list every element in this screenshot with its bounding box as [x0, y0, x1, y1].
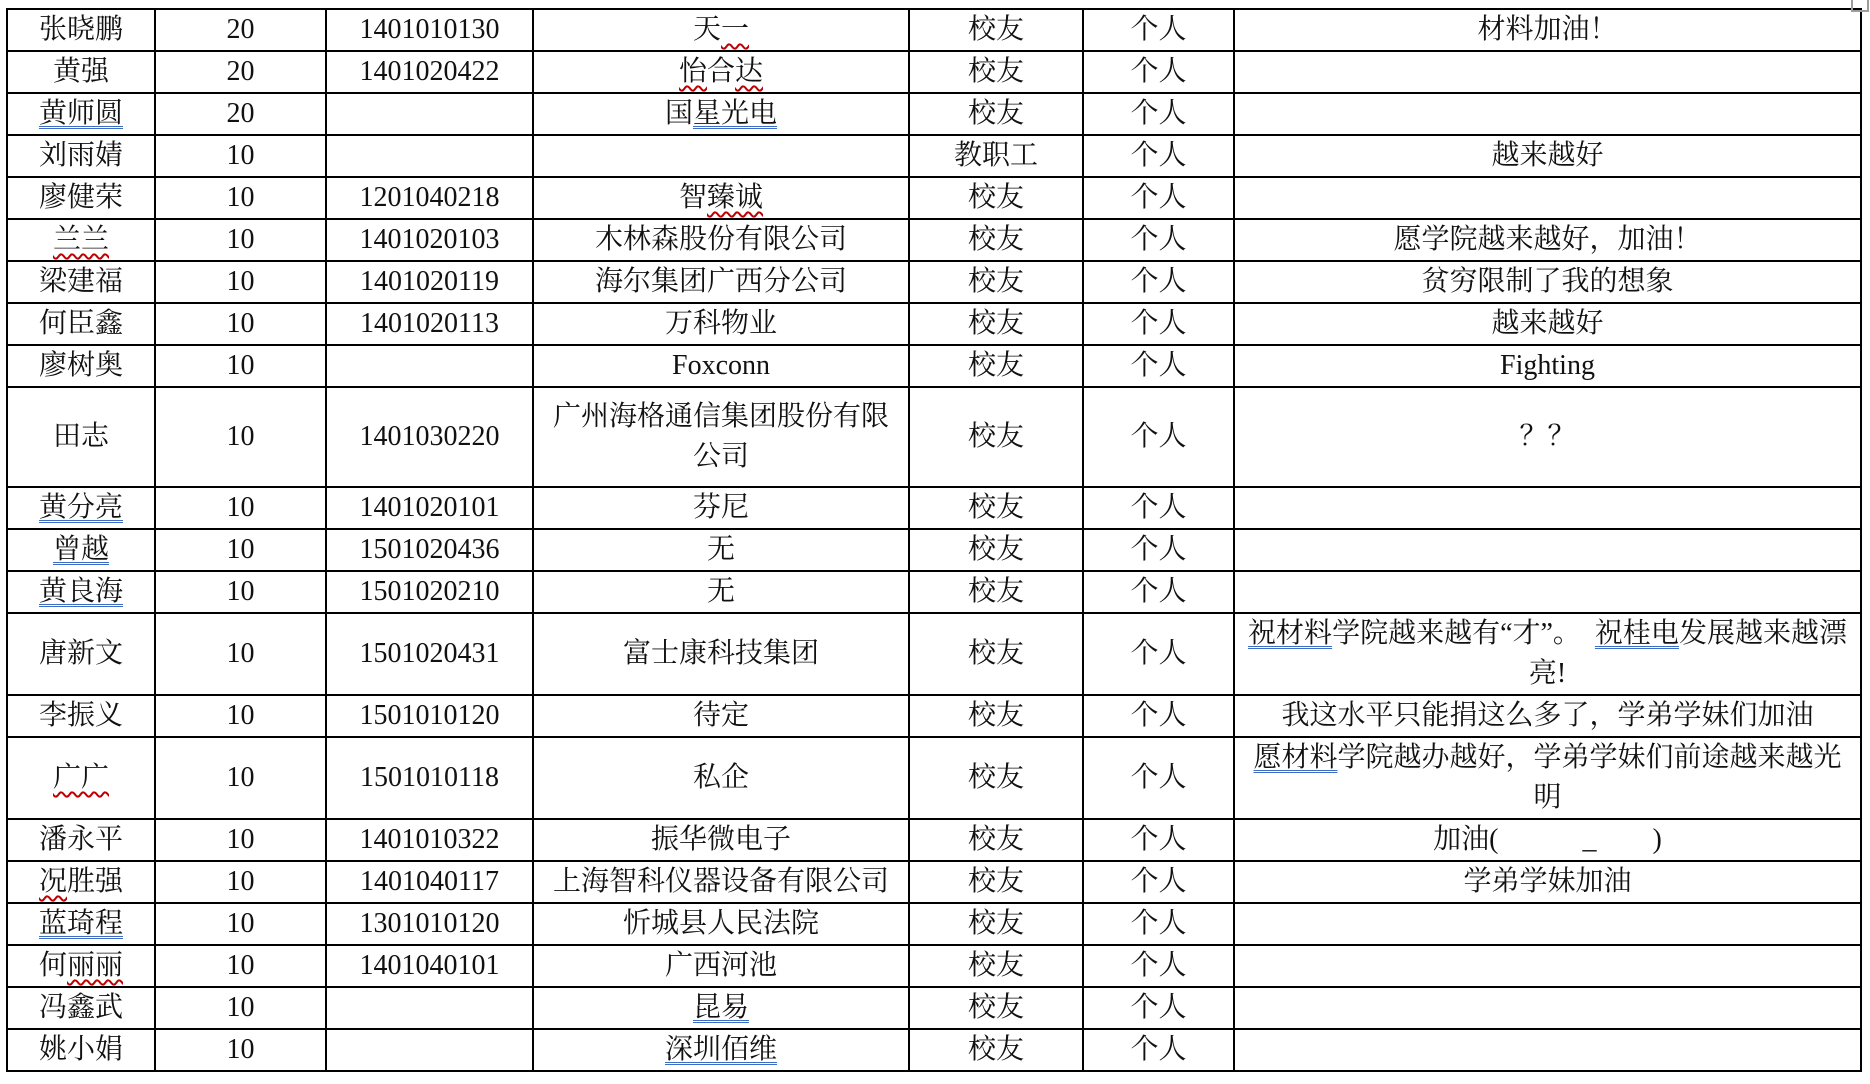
cell-donation_type: 个人: [1083, 861, 1234, 903]
cell-name: 潘永平: [7, 819, 155, 861]
cell-student_id: 1501020436: [326, 529, 533, 571]
cell-student_id: 1401010322: [326, 819, 533, 861]
cell-amount: 10: [155, 345, 326, 387]
cell-message: [1234, 945, 1861, 987]
cell-donation_type: 个人: [1083, 737, 1234, 819]
cell-amount: 10: [155, 261, 326, 303]
cell-student_id: 1401010130: [326, 9, 533, 51]
cell-student_id: 1501020431: [326, 613, 533, 695]
cell-employer: 天一: [533, 9, 909, 51]
cell-message: 愿材料学院越办越好，学弟学妹们前途越来越光明: [1234, 737, 1861, 819]
cell-amount: 10: [155, 737, 326, 819]
table-row: [7, 387, 1861, 487]
cell-name: 姚小娟: [7, 1029, 155, 1071]
cell-employer: 芬尼: [533, 487, 909, 529]
grammar-underline-text: 星光电: [693, 98, 778, 129]
cell-employer: 智臻诚: [533, 177, 909, 219]
cell-identity: 校友: [909, 903, 1083, 945]
cell-student_id: 1501010118: [326, 737, 533, 819]
cell-name: 况胜强: [7, 861, 155, 903]
cell-student_id: 1401030220: [326, 387, 533, 487]
cell-student_id: 1401040101: [326, 945, 533, 987]
table-row: [7, 819, 1861, 861]
cell-message: [1234, 529, 1861, 571]
grammar-underline-text: 黄师圆: [38, 98, 123, 129]
grammar-underline-text: 蓝琦程: [38, 908, 123, 939]
cell-name: 何臣鑫: [7, 303, 155, 345]
cell-employer: 海尔集团广西分公司: [533, 261, 909, 303]
table-row: [7, 177, 1861, 219]
cell-student_id: 1201040218: [326, 177, 533, 219]
grammar-underline-text: 祝材料: [1248, 618, 1333, 649]
cell-employer: 木林森股份有限公司: [533, 219, 909, 261]
cell-amount: 10: [155, 613, 326, 695]
cell-name: [7, 219, 155, 261]
cell-donation_type: 个人: [1083, 1029, 1234, 1071]
table-row: [7, 9, 1861, 51]
cell-employer: 广州海格通信集团股份有限公司: [533, 387, 909, 487]
grammar-underline-text: 黄良海: [38, 576, 123, 607]
table-row: [7, 613, 1861, 695]
cell-message: 我这水平只能捐这么多了，学弟学妹们加油: [1234, 695, 1861, 737]
cell-identity: 校友: [909, 177, 1083, 219]
table-row: [7, 135, 1861, 177]
cell-donation_type: 个人: [1083, 345, 1234, 387]
spellcheck-squiggle-text: 怡: [678, 56, 707, 87]
table-row: [7, 303, 1861, 345]
table-row: [7, 1029, 1861, 1071]
cell-message: [1234, 903, 1861, 945]
cell-student_id: [326, 987, 533, 1029]
table-row: [7, 529, 1861, 571]
cell-donation_type: 个人: [1083, 487, 1234, 529]
cell-amount: 10: [155, 945, 326, 987]
cell-identity: 校友: [909, 737, 1083, 819]
cell-donation_type: 个人: [1083, 571, 1234, 613]
cell-donation_type: 个人: [1083, 135, 1234, 177]
cell-identity: 校友: [909, 571, 1083, 613]
cell-identity: 校友: [909, 987, 1083, 1029]
grammar-underline-text: 祝桂电: [1594, 618, 1679, 649]
cell-donation_type: 个人: [1083, 529, 1234, 571]
cell-amount: 20: [155, 51, 326, 93]
grammar-underline-text: 深圳佰维: [664, 1034, 777, 1065]
cell-employer: 私企: [533, 737, 909, 819]
cell-name: 张晓鹏: [7, 9, 155, 51]
cell-employer: [533, 135, 909, 177]
cell-name: [7, 903, 155, 945]
cell-amount: 10: [155, 303, 326, 345]
cell-identity: 校友: [909, 387, 1083, 487]
cell-message: [1234, 987, 1861, 1029]
cell-student_id: 1401020101: [326, 487, 533, 529]
cell-amount: 10: [155, 387, 326, 487]
cell-identity: 校友: [909, 945, 1083, 987]
cell-name: [7, 93, 155, 135]
cell-donation_type: 个人: [1083, 261, 1234, 303]
table-row: [7, 861, 1861, 903]
cell-student_id: 1401040117: [326, 861, 533, 903]
cell-name: [7, 571, 155, 613]
cell-name: [7, 737, 155, 819]
cell-message: 材料加油！: [1234, 9, 1861, 51]
cell-student_id: [326, 1029, 533, 1071]
cell-student_id: 1401020103: [326, 219, 533, 261]
spellcheck-squiggle-text: 一: [721, 14, 750, 45]
cell-message: 愿学院越来越好，加油！: [1234, 219, 1861, 261]
cell-identity: 校友: [909, 1029, 1083, 1071]
cell-message: [1234, 93, 1861, 135]
cell-identity: 校友: [909, 487, 1083, 529]
table-resize-handle-icon[interactable]: [1851, 0, 1869, 12]
cell-student_id: 1401020119: [326, 261, 533, 303]
cell-message: 越来越好: [1234, 303, 1861, 345]
cell-amount: 10: [155, 861, 326, 903]
cell-identity: 校友: [909, 9, 1083, 51]
cell-donation_type: 个人: [1083, 177, 1234, 219]
cell-name: [7, 529, 155, 571]
cell-amount: 10: [155, 819, 326, 861]
cell-donation_type: 个人: [1083, 613, 1234, 695]
cell-message: [1234, 177, 1861, 219]
cell-employer: 富士康科技集团: [533, 613, 909, 695]
cell-donation_type: 个人: [1083, 51, 1234, 93]
cell-amount: 10: [155, 1029, 326, 1071]
spellcheck-squiggle-text: 达: [735, 56, 764, 87]
spellcheck-squiggle-text: 臻诚: [707, 182, 764, 213]
cell-message: [1234, 1029, 1861, 1071]
cell-employer: 上海智科仪器设备有限公司: [533, 861, 909, 903]
cell-amount: 10: [155, 487, 326, 529]
cell-name: 梁建福: [7, 261, 155, 303]
table-row: [7, 945, 1861, 987]
cell-student_id: [326, 135, 533, 177]
cell-name: 刘雨婧: [7, 135, 155, 177]
table-row: [7, 987, 1861, 1029]
cell-name: 田志: [7, 387, 155, 487]
table-row: [7, 487, 1861, 529]
spellcheck-squiggle-text: 广广: [52, 762, 109, 793]
cell-donation_type: 个人: [1083, 219, 1234, 261]
cell-employer: 待定: [533, 695, 909, 737]
cell-amount: 10: [155, 177, 326, 219]
cell-amount: 10: [155, 987, 326, 1029]
donation-table: [6, 8, 1862, 1072]
grammar-underline-text: 曾越: [52, 534, 109, 565]
cell-student_id: 1501010120: [326, 695, 533, 737]
cell-amount: 20: [155, 9, 326, 51]
table-row: [7, 93, 1861, 135]
cell-identity: 校友: [909, 219, 1083, 261]
cell-message: 贫穷限制了我的想象: [1234, 261, 1861, 303]
cell-student_id: 1401020422: [326, 51, 533, 93]
cell-donation_type: 个人: [1083, 303, 1234, 345]
cell-employer: 无: [533, 529, 909, 571]
cell-identity: 校友: [909, 861, 1083, 903]
cell-message: 越来越好: [1234, 135, 1861, 177]
cell-donation_type: 个人: [1083, 9, 1234, 51]
cell-name: 廖健荣: [7, 177, 155, 219]
cell-identity: 教职工: [909, 135, 1083, 177]
table-row: [7, 737, 1861, 819]
table-row: [7, 903, 1861, 945]
table-row: [7, 261, 1861, 303]
cell-identity: 校友: [909, 303, 1083, 345]
cell-student_id: 1501020210: [326, 571, 533, 613]
cell-donation_type: 个人: [1083, 945, 1234, 987]
cell-message: [1234, 571, 1861, 613]
cell-name: 唐新文: [7, 613, 155, 695]
spellcheck-squiggle-text: 兰兰: [52, 224, 109, 255]
grammar-underline-text: 愿材料: [1253, 742, 1338, 773]
cell-donation_type: 个人: [1083, 819, 1234, 861]
cell-employer: 国星光电: [533, 93, 909, 135]
cell-message: ？？: [1234, 387, 1861, 487]
cell-employer: [533, 1029, 909, 1071]
cell-employer: 怡合达: [533, 51, 909, 93]
table-row: [7, 51, 1861, 93]
cell-student_id: [326, 345, 533, 387]
cell-amount: 10: [155, 135, 326, 177]
cell-identity: 校友: [909, 345, 1083, 387]
table-row: [7, 345, 1861, 387]
table-row: [7, 695, 1861, 737]
cell-identity: 校友: [909, 529, 1083, 571]
grammar-underline-text: 昆易: [692, 992, 749, 1023]
donation-table-wrap: [6, 8, 1862, 1072]
cell-employer: [533, 987, 909, 1029]
cell-identity: 校友: [909, 51, 1083, 93]
table-row: [7, 219, 1861, 261]
cell-donation_type: 个人: [1083, 93, 1234, 135]
grammar-underline-text: 黄分亮: [38, 492, 123, 523]
table-row: [7, 571, 1861, 613]
cell-identity: 校友: [909, 93, 1083, 135]
cell-amount: 10: [155, 529, 326, 571]
cell-identity: 校友: [909, 613, 1083, 695]
cell-message: 学弟学妹加油: [1234, 861, 1861, 903]
cell-name: 廖树奥: [7, 345, 155, 387]
cell-amount: 20: [155, 93, 326, 135]
cell-donation_type: 个人: [1083, 695, 1234, 737]
cell-amount: 10: [155, 571, 326, 613]
cell-identity: 校友: [909, 819, 1083, 861]
cell-name: 何丽丽: [7, 945, 155, 987]
cell-message: [1234, 51, 1861, 93]
cell-name: 黄强: [7, 51, 155, 93]
cell-employer: 振华微电子: [533, 819, 909, 861]
cell-message: 祝材料学院越来越有“才”。 祝桂电发展越来越漂亮!: [1234, 613, 1861, 695]
cell-message: 加油( _ ): [1234, 819, 1861, 861]
cell-donation_type: 个人: [1083, 387, 1234, 487]
cell-message: Fighting: [1234, 345, 1861, 387]
cell-name: [7, 487, 155, 529]
cell-donation_type: 个人: [1083, 903, 1234, 945]
cell-employer: 万科物业: [533, 303, 909, 345]
cell-employer: Foxconn: [533, 345, 909, 387]
cell-student_id: 1301010120: [326, 903, 533, 945]
cell-identity: 校友: [909, 261, 1083, 303]
spellcheck-squiggle-text: 况: [38, 866, 67, 897]
cell-message: [1234, 487, 1861, 529]
donation-table-body: [7, 9, 1861, 1071]
cell-amount: 10: [155, 695, 326, 737]
cell-name: 冯鑫武: [7, 987, 155, 1029]
cell-identity: 校友: [909, 695, 1083, 737]
cell-student_id: [326, 93, 533, 135]
cell-amount: 10: [155, 219, 326, 261]
cell-employer: 广西河池: [533, 945, 909, 987]
cell-amount: 10: [155, 903, 326, 945]
cell-employer: 忻城县人民法院: [533, 903, 909, 945]
cell-donation_type: 个人: [1083, 987, 1234, 1029]
spellcheck-squiggle-text: 丽丽: [67, 950, 124, 981]
cell-name: 李振义: [7, 695, 155, 737]
cell-employer: 无: [533, 571, 909, 613]
cell-student_id: 1401020113: [326, 303, 533, 345]
